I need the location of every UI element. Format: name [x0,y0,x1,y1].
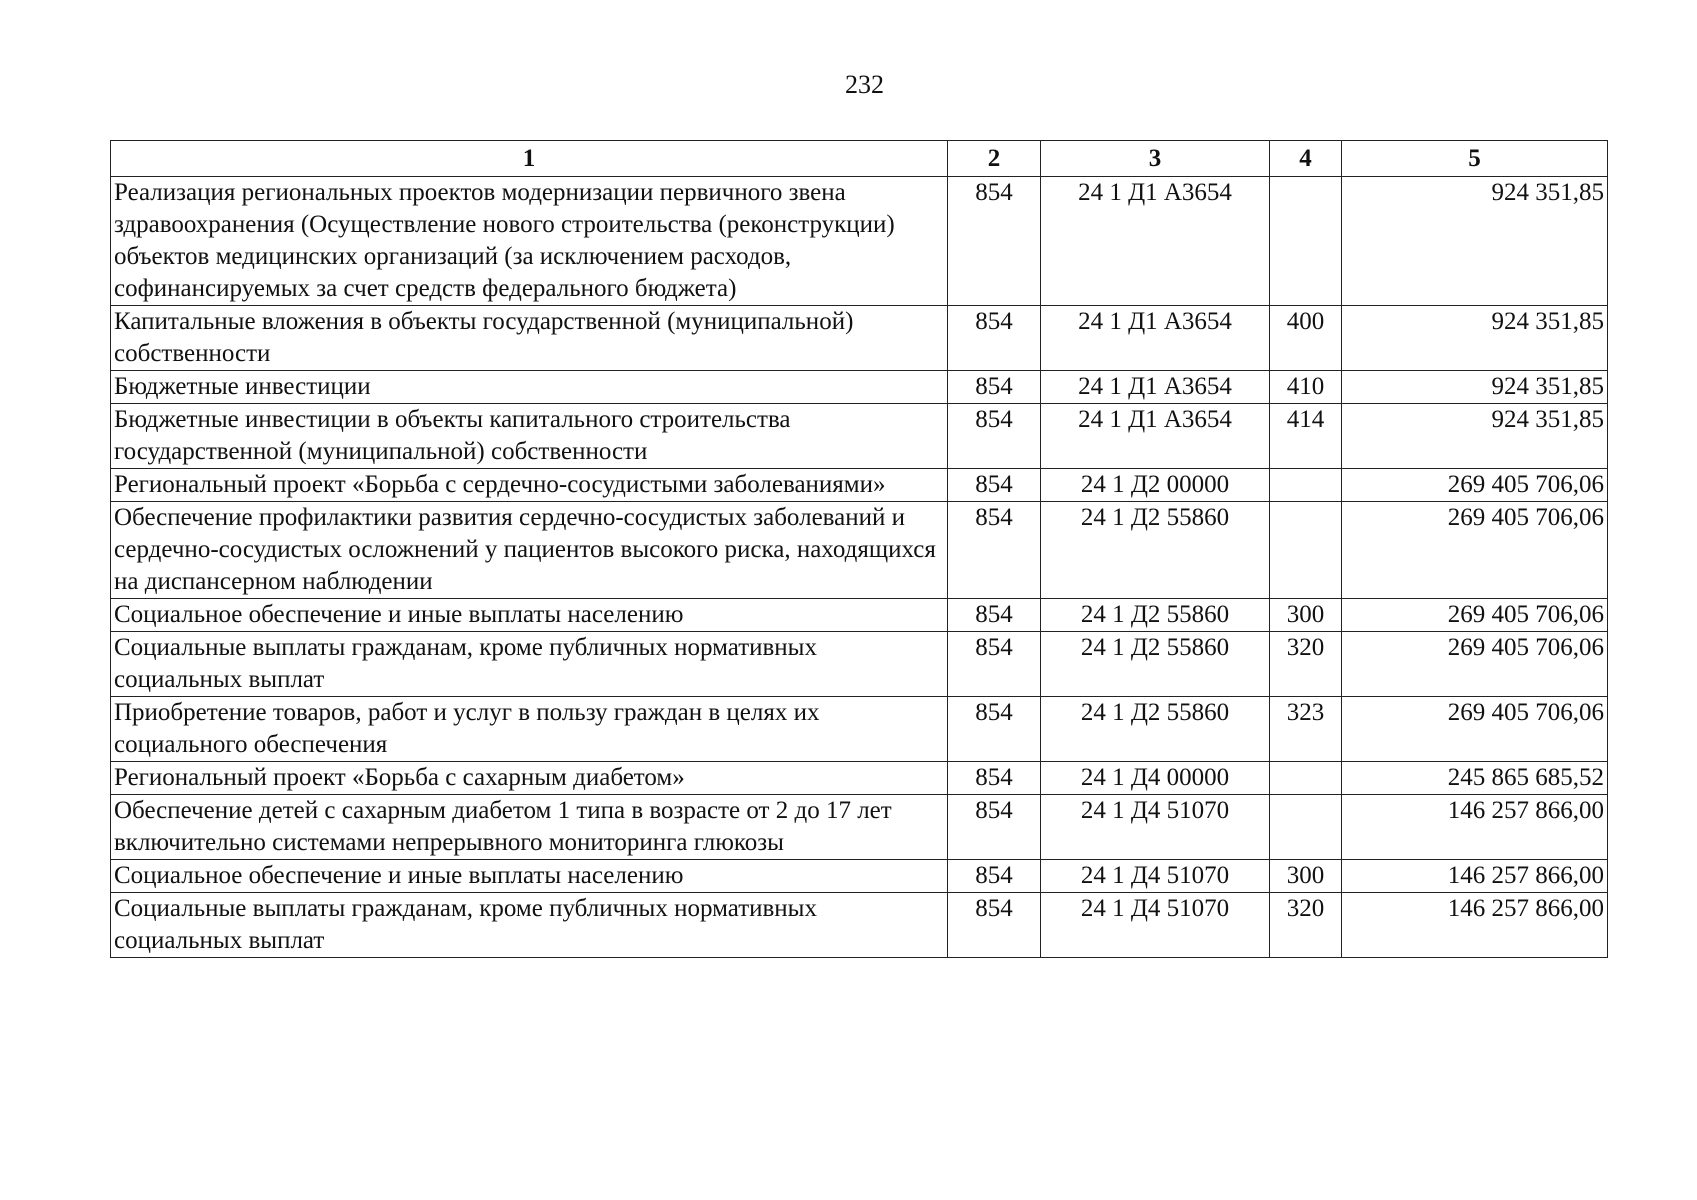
page-number: 232 [845,70,884,99]
budget-table [110,140,1608,958]
row-target-article: 24 1 Д2 00000 [1041,469,1270,502]
table-header [111,141,1608,177]
row-name: Приобретение товаров, работ и услуг в пользу граждан в целях их социального обеспечения [111,697,948,762]
table-row [111,795,1608,860]
row-expense-type [1270,502,1342,599]
row-target-article: 24 1 Д4 00000 [1041,762,1270,795]
row-target-article: 24 1 Д2 55860 [1041,632,1270,697]
row-name: Бюджетные инвестиции [111,371,948,404]
table-row [111,632,1608,697]
row-admin-code: 854 [948,371,1041,404]
header-col-4: 4 [1270,141,1342,177]
row-admin-code: 854 [948,893,1041,958]
table-row [111,893,1608,958]
table-row [111,599,1608,632]
row-name: Социальные выплаты гражданам, кроме публичных нормативных социальных выплат [111,632,948,697]
row-amount: 269 405 706,06 [1342,469,1608,502]
row-admin-code: 854 [948,177,1041,306]
row-target-article: 24 1 Д4 51070 [1041,795,1270,860]
row-expense-type [1270,795,1342,860]
row-name: Региональный проект «Борьба с сахарным диабетом» [111,762,948,795]
header-col-2: 2 [948,141,1041,177]
row-admin-code: 854 [948,599,1041,632]
row-admin-code: 854 [948,502,1041,599]
table-row [111,697,1608,762]
table-row [111,502,1608,599]
row-target-article: 24 1 Д1 А3654 [1041,371,1270,404]
row-target-article: 24 1 Д1 А3654 [1041,177,1270,306]
row-admin-code: 854 [948,860,1041,893]
row-amount: 924 351,85 [1342,371,1608,404]
row-amount: 269 405 706,06 [1342,697,1608,762]
table-row [111,177,1608,306]
row-admin-code: 854 [948,306,1041,371]
table-row [111,404,1608,469]
row-expense-type [1270,469,1342,502]
row-name: Региональный проект «Борьба с сердечно-сосудистыми заболеваниями» [111,469,948,502]
row-target-article: 24 1 Д1 А3654 [1041,404,1270,469]
header-col-5: 5 [1342,141,1608,177]
row-name: Бюджетные инвестиции в объекты капитального строительства государственной (муниципальной) собственности [111,404,948,469]
row-admin-code: 854 [948,795,1041,860]
row-target-article: 24 1 Д2 55860 [1041,599,1270,632]
row-admin-code: 854 [948,469,1041,502]
row-name: Обеспечение профилактики развития сердечно-сосудистых заболеваний и сердечно-сосудистых осложнений у пациентов высокого риска, находящихся на диспансерном наблюдении [111,502,948,599]
row-amount: 924 351,85 [1342,404,1608,469]
row-amount: 146 257 866,00 [1342,795,1608,860]
row-target-article: 24 1 Д2 55860 [1041,697,1270,762]
row-admin-code: 854 [948,404,1041,469]
row-expense-type: 300 [1270,599,1342,632]
row-expense-type [1270,177,1342,306]
row-expense-type [1270,762,1342,795]
row-name: Реализация региональных проектов модернизации первичного звена здравоохранения (Осуществление нового строительства (реконструкции) объектов медицинских организаций (за исключением расходов, софинансируемых за счет средств федерального бюджета) [111,177,948,306]
row-amount: 146 257 866,00 [1342,860,1608,893]
header-col-3: 3 [1041,141,1270,177]
row-expense-type: 400 [1270,306,1342,371]
row-target-article: 24 1 Д2 55860 [1041,502,1270,599]
row-amount: 924 351,85 [1342,306,1608,371]
row-name: Социальное обеспечение и иные выплаты населению [111,860,948,893]
row-amount: 146 257 866,00 [1342,893,1608,958]
row-target-article: 24 1 Д4 51070 [1041,893,1270,958]
row-admin-code: 854 [948,632,1041,697]
row-amount: 924 351,85 [1342,177,1608,306]
row-expense-type: 410 [1270,371,1342,404]
row-target-article: 24 1 Д4 51070 [1041,860,1270,893]
table-row [111,306,1608,371]
header-col-1: 1 [111,141,948,177]
row-admin-code: 854 [948,762,1041,795]
row-expense-type: 320 [1270,893,1342,958]
row-amount: 269 405 706,06 [1342,632,1608,697]
row-name: Социальные выплаты гражданам, кроме публичных нормативных социальных выплат [111,893,948,958]
row-name: Обеспечение детей с сахарным диабетом 1 типа в возрасте от 2 до 17 лет включительно системами непрерывного мониторинга глюкозы [111,795,948,860]
row-name: Капитальные вложения в объекты государственной (муниципальной) собственности [111,306,948,371]
row-amount: 269 405 706,06 [1342,502,1608,599]
row-expense-type: 320 [1270,632,1342,697]
row-expense-type: 300 [1270,860,1342,893]
row-target-article: 24 1 Д1 А3654 [1041,306,1270,371]
table-body [111,177,1608,958]
row-name: Социальное обеспечение и иные выплаты населению [111,599,948,632]
row-expense-type: 323 [1270,697,1342,762]
row-amount: 245 865 685,52 [1342,762,1608,795]
table-row [111,469,1608,502]
row-admin-code: 854 [948,697,1041,762]
row-amount: 269 405 706,06 [1342,599,1608,632]
table-row [111,371,1608,404]
table-row [111,860,1608,893]
table-row [111,762,1608,795]
row-expense-type: 414 [1270,404,1342,469]
header-row [111,141,1608,177]
